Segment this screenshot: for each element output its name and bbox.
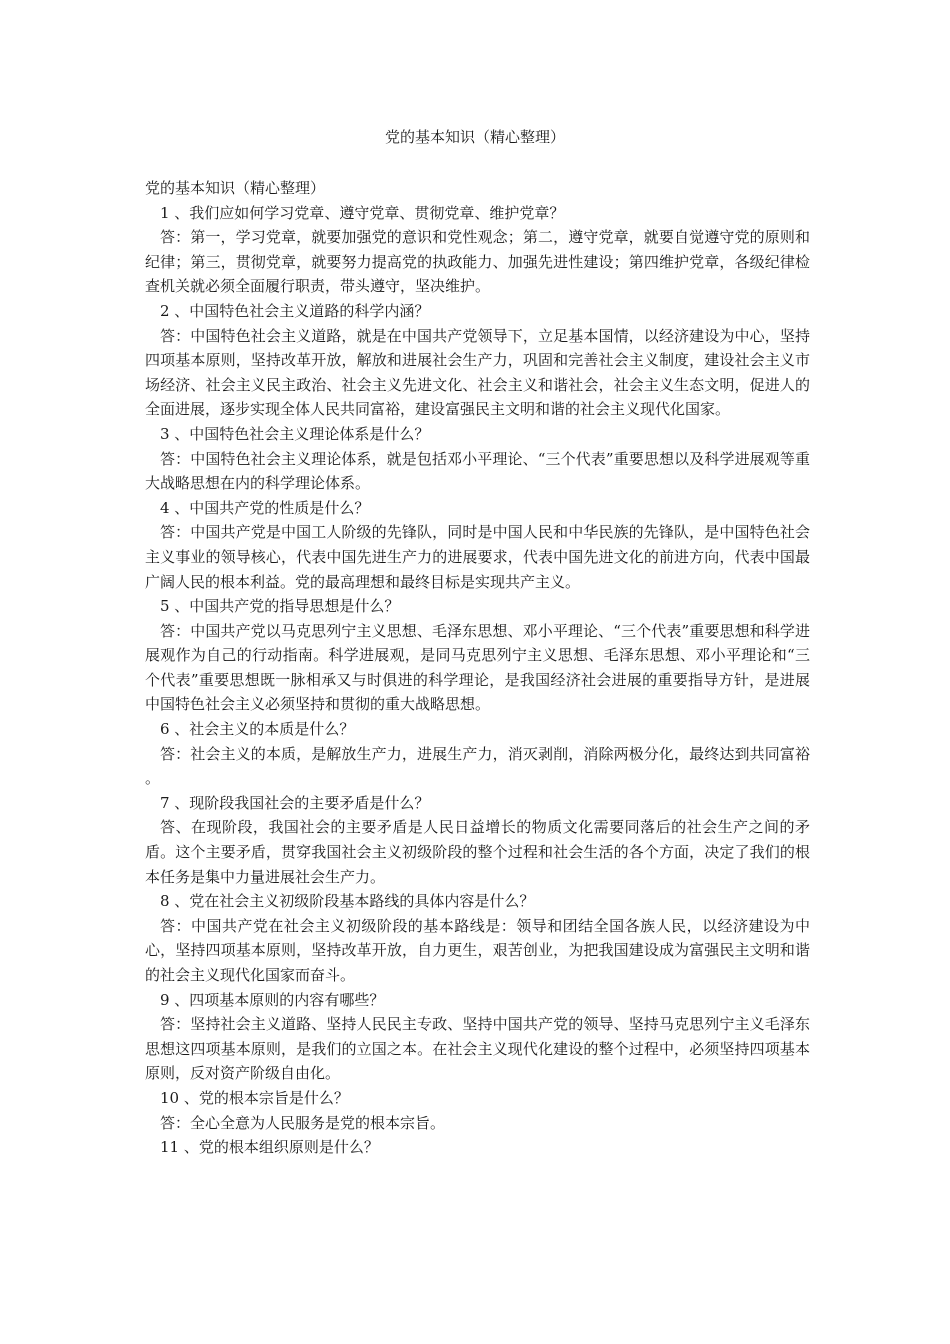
question-1: 1 、我们应如何学习党章、遵守党章、贯彻党章、维护党章？: [160, 203, 565, 222]
question-10: 10 、党的根本宗旨是什么？: [160, 1088, 349, 1107]
question-11: 11 、党的根本组织原则是什么？: [160, 1138, 379, 1157]
document-subtitle: 党的基本知识（精心整理）: [145, 179, 326, 197]
question-8: 8 、党在社会主义初级阶段基本路线的具体内容是什么？: [160, 892, 535, 911]
page-title: 党的基本知识（精心整理）: [384, 128, 565, 146]
document-body: [145, 176, 810, 1160]
answer-10: 答：全心全意为人民服务是党的根本宗旨。: [160, 1113, 446, 1132]
answer-4: 答：中国共产党是中国工人阶级的先锋队，同时是中国人民和中华民族的先锋队，是中国特色社会主义事业的领导核心，代表中国先进生产力的进展要求，代表中国先进文化的前进方向，代表中国最广阔人民的根本利益。党的最高理想和最终目标是实现共产主义。: [145, 523, 810, 591]
question-7: 7 、现阶段我国社会的主要矛盾是什么？: [160, 793, 430, 812]
answer-9: 答：坚持社会主义道路、坚持人民民主专政、坚持中国共产党的领导、坚持马克思列宁主义毛泽东思想这四项基本原则，是我们的立国之本。在社会主义现代化建设的整个过程中，必须坚持四项基本原则，反对资产阶级自由化。: [145, 1015, 810, 1083]
question-5: 5 、中国共产党的指导思想是什么？: [160, 597, 400, 616]
answer-1: 答：第一，学习党章，就要加强党的意识和党性观念；第二，遵守党章，就要自觉遵守党的原则和纪律；第三，贯彻党章，就要努力提高党的执政能力、加强先进性建设；第四维护党章，各级纪律检查机关就必须全面履行职责，带头遵守，坚决维护。: [145, 228, 810, 296]
question-9: 9 、四项基本原则的内容有哪些？: [160, 990, 385, 1009]
question-2: 2 、中国特色社会主义道路的科学内涵？: [160, 301, 430, 320]
question-3: 3 、中国特色社会主义理论体系是什么？: [160, 424, 430, 443]
answer-5: 答：中国共产党以马克思列宁主义思想、毛泽东思想、邓小平理论、“三个代表”重要思想和科学进展观作为自己的行动指南。科学进展观，是同马克思列宁主义思想、毛泽东思想、邓小平理论和“三个代表”重要思想既一脉相承又与时俱进的科学理论，是我国经济社会进展的重要指导方针，是进展中国特色社会主义必须坚持和贯彻的重大战略思想。: [145, 621, 810, 714]
question-4: 4 、中国共产党的性质是什么？: [160, 498, 370, 517]
answer-2: 答：中国特色社会主义道路，就是在中国共产党领导下，立足基本国情，以经济建设为中心，坚持四项基本原则，坚持改革开放，解放和进展社会生产力，巩固和完善社会主义制度，建设社会主义市场经济、社会主义民主政治、社会主义先进文化、社会主义和谐社会，社会主义生态文明，促进人的全面进展，逐步实现全体人民共同富裕，建设富强民主文明和谐的社会主义现代化国家。: [145, 326, 810, 419]
answer-6: 答：社会主义的本质，是解放生产力，进展生产力，消灭剥削，消除两极分化，最终达到共同富裕 。: [145, 744, 810, 788]
answer-8: 答：中国共产党在社会主义初级阶段的基本路线是：领导和团结全国各族人民，以经济建设为中心，坚持四项基本原则，坚持改革开放，自力更生，艰苦创业，为把我国建设成为富强民主文明和谐的社会主义现代化国家而奋斗。: [145, 916, 810, 984]
question-6: 6 、社会主义的本质是什么？: [160, 720, 355, 739]
answer-3: 答：中国特色社会主义理论体系，就是包括邓小平理论、“三个代表”重要思想以及科学进展观等重大战略思想在内的科学理论体系。: [145, 449, 810, 493]
answer-7: 答、在现阶段，我国社会的主要矛盾是人民日益增长的物质文化需要同落后的社会生产之间的矛盾。这个主要矛盾，贯穿我国社会主义初级阶段的整个过程和社会生活的各个方面，决定了我们的根本任务是集中力量进展社会生产力。: [145, 818, 810, 886]
